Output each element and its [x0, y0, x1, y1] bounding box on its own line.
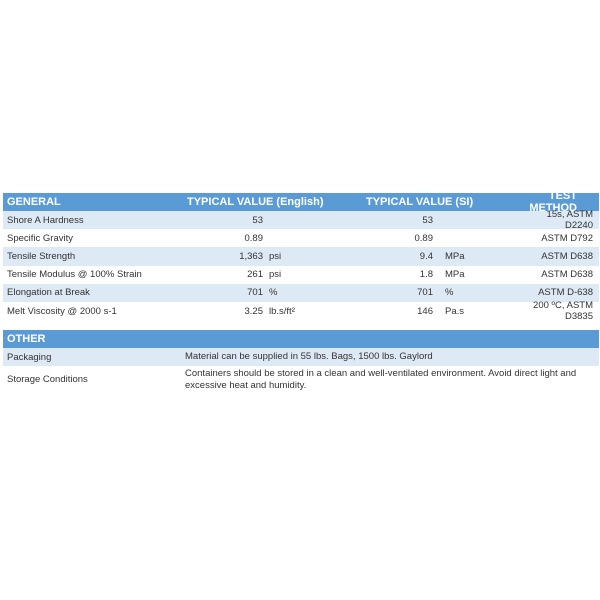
- si-unit: %: [445, 287, 454, 299]
- section-spacer: [3, 320, 599, 330]
- english-unit: psi: [269, 269, 282, 281]
- si-value: 53: [422, 214, 433, 226]
- general-header-row: [3, 190, 599, 214]
- property-label: Shore A Hardness: [7, 214, 84, 226]
- property-label: Tensile Modulus @ 100% Strain: [7, 269, 142, 281]
- test-method: 200 ºC, ASTM D3835: [533, 300, 593, 323]
- property-label: Tensile Strength: [7, 250, 76, 262]
- si-unit: MPa: [445, 250, 465, 262]
- general-header-si: TYPICAL VALUE (SI): [366, 196, 474, 208]
- english-unit: [263, 233, 269, 244]
- property-label: Packaging: [7, 351, 52, 363]
- table-row: [3, 300, 599, 323]
- si-value: 1.8: [419, 269, 433, 281]
- english-unit: psi: [269, 250, 282, 262]
- english-value: 701: [247, 287, 263, 299]
- english-value: 0.89: [244, 232, 263, 244]
- test-method: ASTM D638: [541, 250, 593, 262]
- table-row: [3, 229, 599, 247]
- datasheet: [3, 190, 599, 393]
- table-row: [3, 366, 599, 393]
- table-row: [3, 348, 599, 366]
- si-value: 701: [417, 287, 433, 299]
- property-label: Specific Gravity: [7, 232, 73, 244]
- table-row: [3, 284, 599, 302]
- property-label: Elongation at Break: [7, 287, 90, 299]
- general-header-english: TYPICAL VALUE (English): [187, 196, 324, 208]
- english-value: 1,363: [239, 250, 263, 262]
- si-unit: [433, 233, 445, 244]
- si-value: 0.89: [414, 232, 433, 244]
- si-value: 146: [417, 305, 433, 317]
- property-value: Containers should be stored in a clean and well-ventilated environment. Avoid direct light and excessive heat and humidity.: [185, 367, 577, 391]
- test-method: ASTM D-638: [538, 287, 593, 299]
- si-unit: [433, 215, 445, 226]
- property-label: Melt Viscosity @ 2000 s-1: [7, 305, 117, 317]
- other-header-label: OTHER: [7, 333, 46, 346]
- table-row: [3, 247, 599, 265]
- english-value: 53: [252, 214, 263, 226]
- si-unit: MPa: [445, 269, 465, 281]
- property-value: Material can be supplied in 55 lbs. Bags, 1500 lbs. Gaylord: [185, 351, 433, 363]
- si-value: 9.4: [419, 250, 433, 262]
- english-unit: lb.s/ft²: [269, 305, 295, 317]
- test-method: 15s, ASTM D2240: [546, 209, 593, 232]
- english-value: 261: [247, 269, 263, 281]
- english-unit: %: [269, 287, 278, 299]
- si-unit: Pa.s: [445, 305, 465, 317]
- property-label: Storage Conditions: [7, 374, 88, 386]
- other-header-row: [3, 330, 599, 348]
- general-header-method: TEST METHOD: [529, 190, 577, 214]
- test-method: ASTM D792: [541, 232, 593, 244]
- table-row: [3, 266, 599, 284]
- english-value: 3.25: [244, 305, 263, 317]
- general-header-property: GENERAL: [7, 196, 61, 208]
- english-unit: [263, 215, 269, 226]
- test-method: ASTM D638: [541, 269, 593, 281]
- table-row: [3, 209, 599, 232]
